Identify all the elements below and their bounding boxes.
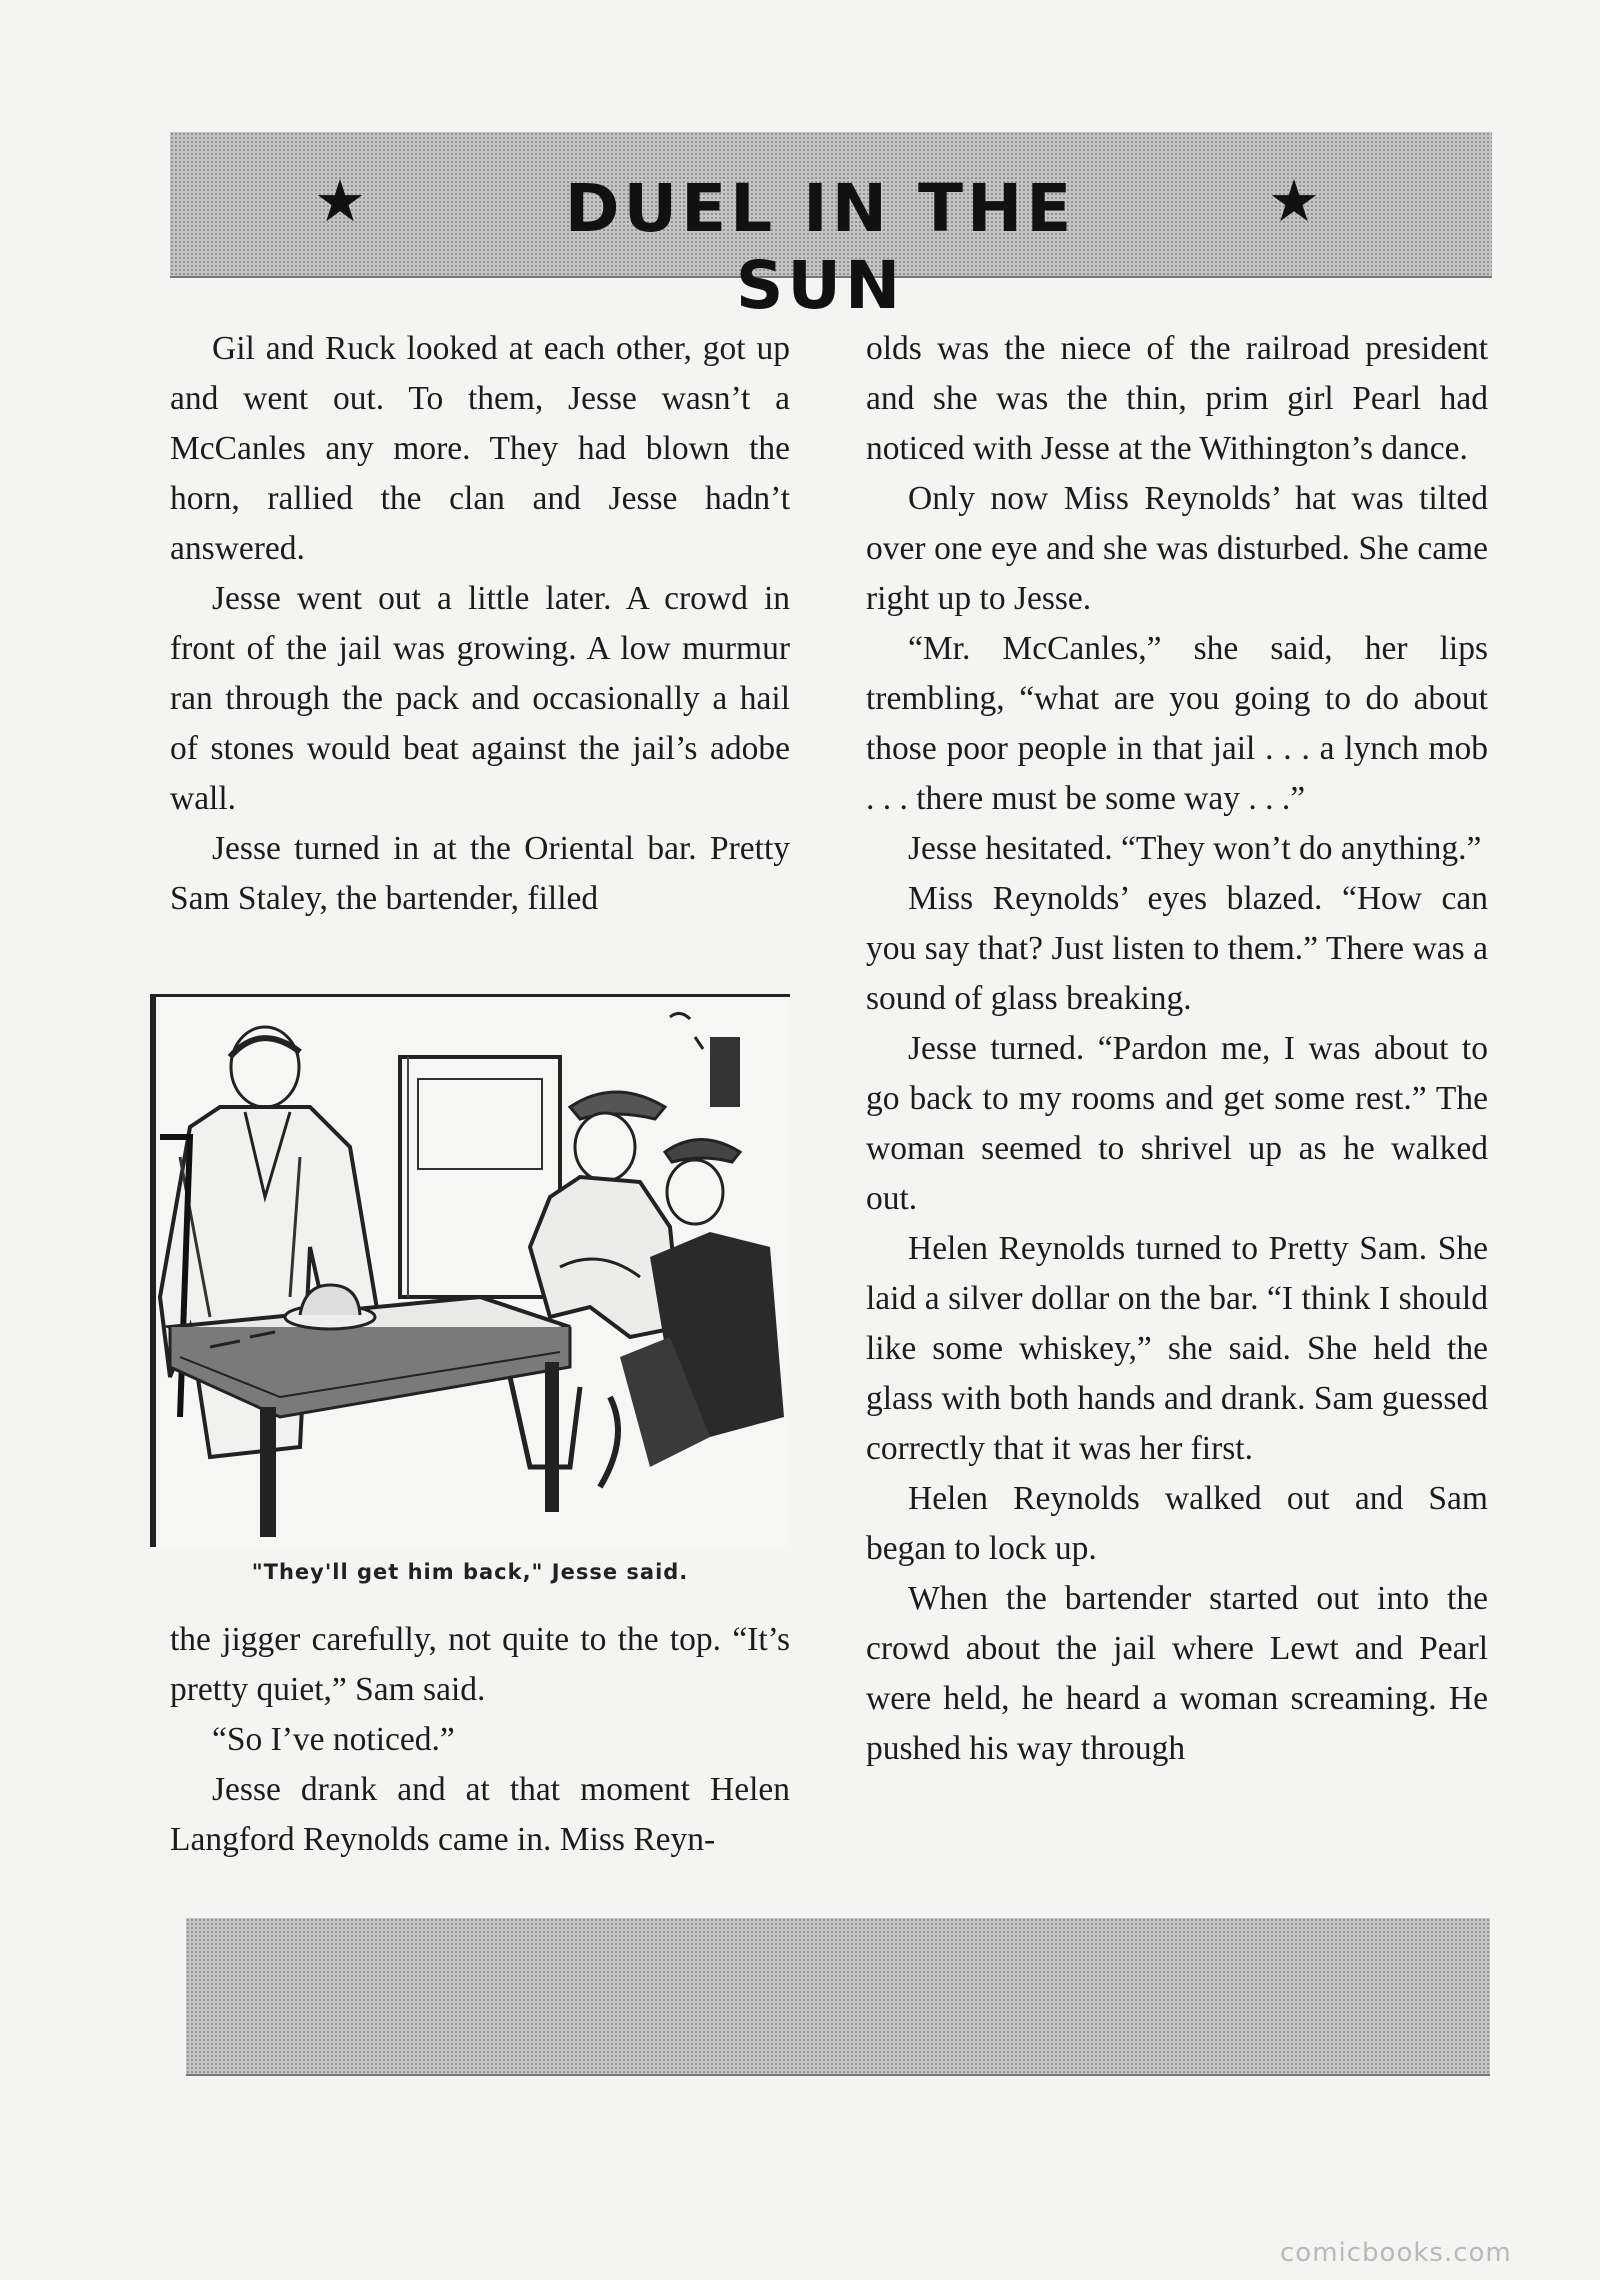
- paragraph: Miss Reynolds’ eyes blazed. “How can you say that? Just listen to them.” There was a sound of glass breaking.: [866, 880, 1488, 1017]
- paragraph: Helen Reynolds walked out and Sam began to lock up.: [866, 1480, 1488, 1567]
- paragraph: Jesse went out a little later. A crowd in front of the jail was growing. A low murmur ran through the pack and occasionally a hail of stones would beat against the jail’s adobe wall.: [170, 580, 790, 817]
- paragraph: Jesse hesitated. “They won’t do anything.”: [908, 830, 1482, 867]
- paragraph: “Mr. McCanles,” she said, her lips trembling, “what are you going to do about those poor people in that jail . . . a lynch mob . . . there must be some way . . .”: [866, 630, 1488, 817]
- saloon-scene-illustration: [150, 997, 784, 1547]
- paragraph: Jesse turned. “Pardon me, I was about to go back to my rooms and get some rest.” The woman seemed to shrivel up as he walked out.: [866, 1030, 1488, 1217]
- paragraph: Only now Miss Reynolds’ hat was tilted over one eye and she was disturbed. She came right up to Jesse.: [866, 480, 1488, 617]
- paragraph: “So I’ve noticed.”: [212, 1721, 455, 1758]
- bottom-banner: [186, 1918, 1490, 2076]
- left-column-bottom: [170, 1615, 790, 1865]
- title-banner: [170, 132, 1492, 324]
- paragraph: olds was the niece of the railroad president and she was the thin, prim girl Pearl had noticed with Jesse at the Withington’s dance.: [866, 330, 1488, 467]
- star-right-icon: ★: [1268, 167, 1320, 235]
- story-illustration: [150, 994, 790, 1550]
- right-column: [866, 324, 1488, 1774]
- left-column-top: [170, 324, 790, 924]
- story-title: DUEL IN THE SUN: [564, 170, 1076, 324]
- watermark: comicbooks.com: [1280, 2238, 1512, 2268]
- illustration-caption: "They'll get him back," Jesse said.: [251, 1560, 689, 1584]
- star-left-icon: ★: [314, 167, 366, 235]
- paragraph: Jesse turned in at the Oriental bar. Pretty Sam Staley, the bartender, filled: [170, 830, 790, 917]
- paragraph: the jigger carefully, not quite to the top. “It’s pretty quiet,” Sam said.: [170, 1621, 790, 1708]
- paragraph: Helen Reynolds turned to Pretty Sam. She laid a silver dollar on the bar. “I think I should like some whiskey,” she said. She held the glass with both hands and drank. Sam guessed correctly that it was her first.: [866, 1230, 1488, 1467]
- paragraph: Jesse drank and at that moment Helen Langford Reynolds came in. Miss Reyn-: [170, 1771, 790, 1858]
- paragraph: When the bartender started out into the crowd about the jail where Lewt and Pearl were held, he heard a woman screaming. He pushed his way through: [866, 1580, 1488, 1767]
- paragraph: Gil and Ruck looked at each other, got up and went out. To them, Jesse wasn’t a McCanles any more. They had blown the horn, rallied the clan and Jesse hadn’t answered.: [170, 330, 790, 567]
